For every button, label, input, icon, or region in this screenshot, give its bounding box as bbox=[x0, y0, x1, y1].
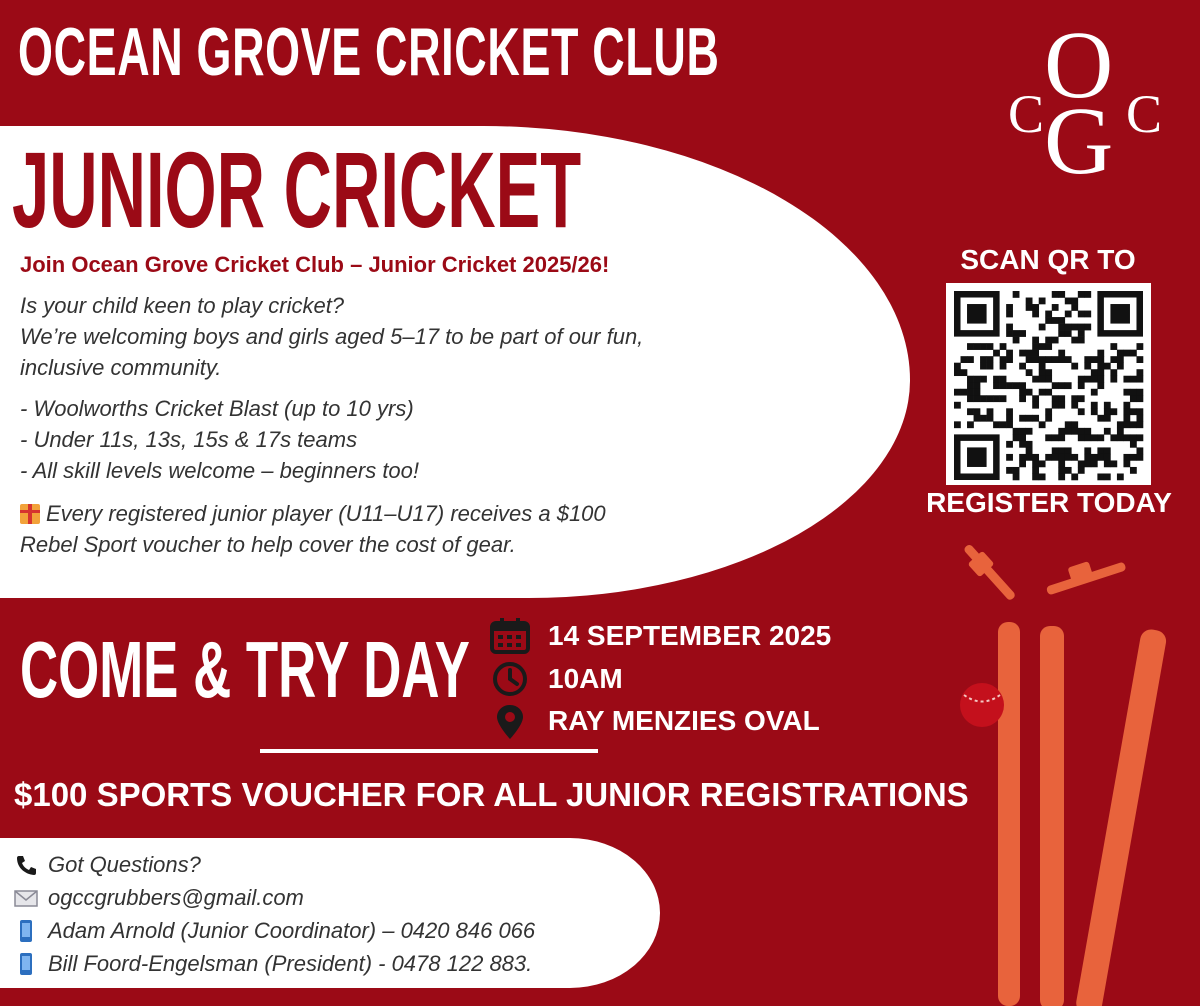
contact-question-row bbox=[14, 848, 535, 881]
contact-coordinator-row bbox=[14, 914, 535, 947]
cricket-stumps-icon bbox=[920, 540, 1200, 1006]
envelope-icon bbox=[14, 887, 38, 909]
contact-coordinator: Adam Arnold (Junior Coordinator) – 0420 846 066 bbox=[48, 918, 536, 943]
stump-middle bbox=[1040, 626, 1064, 1006]
event-date-text: 14 SEPTEMBER 2025 bbox=[548, 620, 832, 651]
voucher-note bbox=[20, 498, 880, 560]
event-location bbox=[490, 703, 820, 739]
club-logo bbox=[1000, 11, 1180, 194]
mobile-phone-icon bbox=[14, 920, 38, 942]
cricket-ball-icon bbox=[960, 683, 1004, 727]
program-list bbox=[20, 393, 880, 486]
event-time bbox=[490, 661, 623, 697]
junior-cricket-title: JUNIOR CRICKET bbox=[12, 129, 582, 250]
phone-icon bbox=[14, 854, 38, 876]
gift-icon bbox=[20, 504, 40, 524]
bail-left-icon bbox=[963, 543, 1017, 601]
list-item: - Under 11s, 13s, 15s & 17s teams bbox=[20, 427, 358, 452]
event-date bbox=[490, 618, 831, 654]
intro-text bbox=[20, 290, 880, 560]
mobile-phone-icon bbox=[14, 953, 38, 975]
contact-email-row[interactable] bbox=[14, 881, 535, 914]
scan-qr-label: SCAN QR TO bbox=[960, 244, 1136, 275]
location-pin-icon bbox=[490, 703, 530, 739]
contact-president: Bill Foord-Engelsman (President) - 0478 122 883. bbox=[48, 951, 533, 976]
logo-letter-c-right: C bbox=[1126, 84, 1163, 144]
come-and-try-title: COME & TRY DAY bbox=[20, 625, 470, 714]
registration-qr-code[interactable] bbox=[946, 283, 1151, 485]
contact-list bbox=[14, 848, 535, 980]
divider bbox=[260, 749, 598, 753]
stump-left bbox=[998, 622, 1020, 1006]
voucher-banner: $100 SPORTS VOUCHER FOR ALL JUNIOR REGISTRATIONS bbox=[14, 776, 969, 813]
intro-welcome-line-2: inclusive community. bbox=[20, 355, 222, 380]
voucher-note-line-1: Every registered junior player (U11–U17) receives a $100 bbox=[46, 501, 606, 526]
calendar-icon bbox=[490, 618, 530, 654]
event-time-text: 10AM bbox=[548, 663, 623, 694]
join-headline: Join Ocean Grove Cricket Club – Junior Cricket 2025/26! bbox=[20, 252, 610, 277]
logo-letter-c-left: C bbox=[1008, 84, 1045, 144]
logo-letter-o: O bbox=[1044, 11, 1114, 118]
club-title: OCEAN GROVE CRICKET CLUB bbox=[18, 14, 720, 90]
list-item: - All skill levels welcome – beginners too! bbox=[20, 458, 420, 483]
clock-icon bbox=[490, 661, 530, 697]
voucher-note-line-2: Rebel Sport voucher to help cover the cost of gear. bbox=[20, 532, 516, 557]
intro-question: Is your child keen to play cricket? bbox=[20, 293, 345, 318]
list-item: - Woolworths Cricket Blast (up to 10 yrs) bbox=[20, 396, 414, 421]
contact-email[interactable]: ogccgrubbers@gmail.com bbox=[48, 885, 304, 910]
contact-question: Got Questions? bbox=[48, 852, 201, 877]
event-location-text: RAY MENZIES OVAL bbox=[548, 705, 820, 736]
logo-letter-g: G bbox=[1044, 87, 1114, 194]
intro-welcome-line-1: We’re welcoming boys and girls aged 5–17 to be part of our fun, bbox=[20, 324, 644, 349]
contact-president-row bbox=[14, 947, 535, 980]
bail-right-icon bbox=[1046, 561, 1127, 595]
qr-code-icon bbox=[946, 283, 1151, 485]
stump-right bbox=[1074, 628, 1167, 1006]
register-today-label: REGISTER TODAY bbox=[926, 487, 1172, 518]
